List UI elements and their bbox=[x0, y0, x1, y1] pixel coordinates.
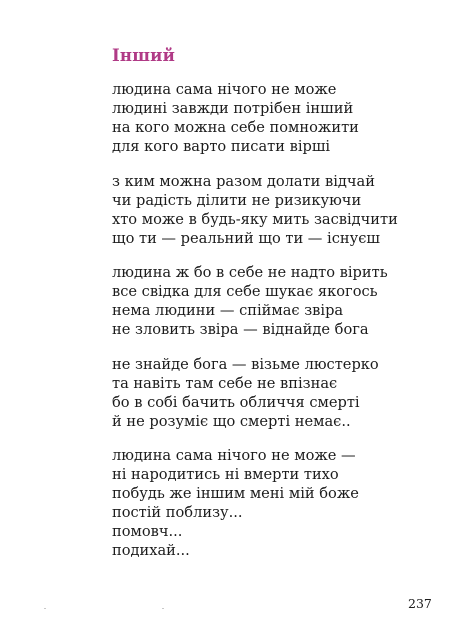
poem-line: й не розуміє що смерті немає.. bbox=[112, 412, 351, 430]
poem-line: бо в собі бачить обличчя смерті bbox=[112, 393, 360, 411]
poem-line: нема людини — спіймає звіра bbox=[112, 302, 344, 319]
poem-line: подихай... bbox=[112, 542, 190, 559]
stanza bbox=[112, 80, 432, 156]
poem-line: хто може в будь-яку мить засвідчити bbox=[112, 210, 398, 228]
stanza bbox=[112, 263, 432, 339]
poem-line: побудь же іншим мені мій боже bbox=[112, 485, 359, 502]
poem-title: Інший bbox=[112, 46, 176, 65]
scan-speck bbox=[162, 608, 164, 609]
stanza bbox=[112, 446, 432, 560]
scan-speck bbox=[44, 608, 46, 609]
stanza bbox=[112, 355, 432, 431]
poem-line: для кого варто писати вірші bbox=[112, 138, 331, 155]
poem-line: не зловить звіра — віднайде бога bbox=[112, 321, 369, 338]
page-number: 237 bbox=[408, 596, 432, 611]
poem-line: що ти — реальний що ти — існуєш bbox=[112, 229, 380, 247]
poem-line: людина ж бо в себе не надто вірить bbox=[112, 264, 388, 281]
poem-line: ні народитись ні вмерти тихо bbox=[112, 466, 339, 483]
poem-body bbox=[112, 80, 432, 576]
poem-line: все свідка для себе шукає якогось bbox=[112, 283, 378, 300]
poem-line: на кого можна себе помножити bbox=[112, 119, 359, 136]
poem-line: постій поблизу... bbox=[112, 504, 243, 521]
poem-line: не знайде бога — візьме люстерко bbox=[112, 355, 379, 373]
poem-line: людина сама нічого не може bbox=[112, 81, 337, 98]
poem-line: людина сама нічого не може — bbox=[112, 447, 356, 464]
poem-line: та навіть там себе не впізнає bbox=[112, 374, 338, 392]
poem-line: чи радість ділити не ризикуючи bbox=[112, 191, 362, 209]
stanza bbox=[112, 172, 432, 248]
poem-line: помовч... bbox=[112, 523, 183, 540]
poem-line: людині завжди потрібен інший bbox=[112, 100, 354, 117]
poem-line: з ким можна разом долати відчай bbox=[112, 172, 375, 190]
